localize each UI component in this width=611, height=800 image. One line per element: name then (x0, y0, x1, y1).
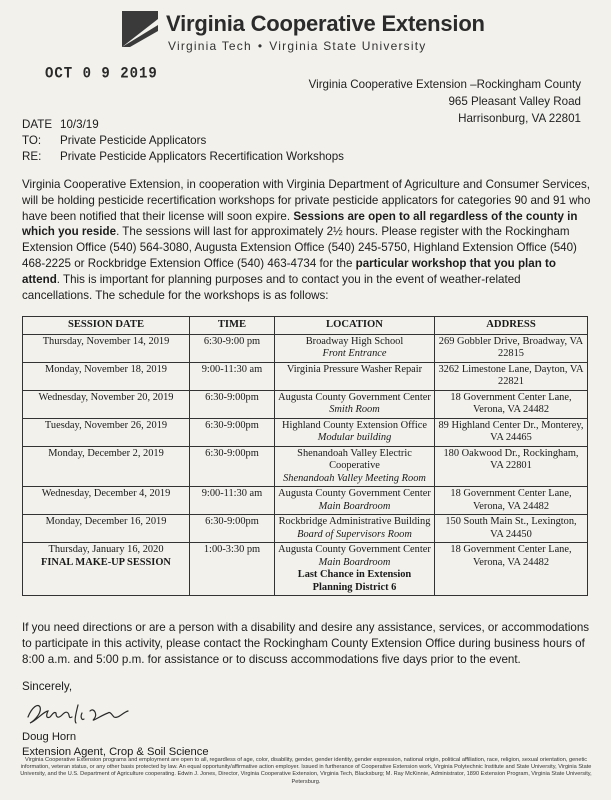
session-date-cell (23, 515, 190, 543)
intro-text: Virginia Cooperative Extension, in cooperation with Virginia Department of Agriculture and Consumer Services, will be holding pesticide recertification workshops for private pesticide applicators for categories 90 and 91 who have been notified that their license will soon expire. (22, 178, 591, 223)
session-time: 6:30-9:00pm (205, 447, 259, 459)
session-time: 9:00-11:30 am (201, 363, 263, 375)
column-header: ADDRESS (435, 317, 588, 335)
universities (168, 39, 426, 53)
org-name: Virginia Cooperative Extension (166, 11, 485, 36)
session-location-cell (275, 487, 435, 515)
session-address: 89 Highland Center Dr., Monterey, VA 24465 (438, 419, 584, 443)
handwritten-signature (24, 697, 134, 731)
session-date: Monday, December 16, 2019 (45, 516, 167, 527)
address-line: Harrisonburg, VA 22801 (458, 112, 581, 125)
table-row (23, 418, 588, 446)
session-address-cell (435, 543, 588, 596)
session-location-cell (275, 446, 435, 487)
table-row (23, 334, 588, 362)
column-header: LOCATION (275, 317, 435, 335)
session-time-cell (190, 390, 275, 418)
session-address: 180 Oakwood Dr., Rockingham, VA 22801 (443, 447, 579, 471)
schedule-table (22, 316, 588, 596)
table-row (23, 390, 588, 418)
separator-dot: • (257, 39, 264, 53)
session-time-cell (190, 543, 275, 596)
session-location-cell (275, 362, 435, 390)
session-address-cell (435, 334, 588, 362)
table-row (23, 446, 588, 487)
signer-name: Doug Horn (22, 731, 77, 743)
session-date-cell (23, 362, 190, 390)
session-time-cell (190, 418, 275, 446)
session-time: 6:30-9:00pm (205, 391, 259, 403)
memo-date-row (22, 117, 344, 133)
intro-text: . This is important for planning purposes and to contact you in the event of weather-related cancellations. The schedule for the workshops is as follows: (22, 272, 521, 302)
memo-re-row (22, 149, 344, 165)
re-label: RE: (22, 150, 42, 163)
session-address: 18 Government Center Lane, Verona, VA 24482 (450, 391, 572, 415)
session-location: Highland County Extension Office (282, 419, 427, 431)
session-time-cell (190, 446, 275, 487)
session-date: Monday, December 2, 2019 (48, 447, 164, 459)
table-row (23, 487, 588, 515)
nondiscrimination-footer: Virginia Cooperative Extension programs and employment are open to all, regardless of age, color, disability, gender, gender identity, gender expression, national origin, political affiliation, race, religion, sexual orientation, genetic information, veteran status, or any other basis protected by law. An equal opportunity/affirmative action employer. Issued in furtherance of Cooperative Extension work, Virginia Polytechnic Institute and State University, Virginia State University, and the U.S. Department of Agriculture cooperating. Edwin J. Jones, Director, Virginia Cooperative Extension, Virginia Tech, Blacksburg; M. Ray McKinnie, Administrator, 1890 Extension Program, Virginia State University, Petersburg. (20, 757, 592, 785)
session-room: Main Boardroom (318, 500, 391, 512)
session-date: Thursday, November 14, 2019 (42, 335, 170, 347)
intro-bold-text: Sessions are open to all regardless of the county in which you reside (22, 209, 578, 239)
session-time-cell (190, 515, 275, 543)
session-location-cell (275, 334, 435, 362)
closing-paragraph: If you need directions or are a person with a disability and desire any assistance, services, or accommodations to participate in this activity, please contact the Rockingham County Extension Office during business hours of 8:00 a.m. and 5:00 p.m. for assistance or to discuss accommodations five days prior to the event. (22, 621, 590, 666)
session-location-cell (275, 390, 435, 418)
re-value: Private Pesticide Applicators Recertification Workshops (60, 150, 344, 163)
session-location: Augusta County Government Center (278, 488, 431, 499)
session-location-cell (275, 418, 435, 446)
session-address-cell (435, 487, 588, 515)
session-address-cell (435, 362, 588, 390)
session-date: Wednesday, November 20, 2019 (38, 391, 174, 403)
session-time: 9:00-11:30 am (201, 488, 263, 499)
session-address: 269 Gobbler Drive, Broadway, VA 22815 (438, 335, 584, 359)
session-address: 3262 Limestone Lane, Dayton, VA 22821 (438, 363, 584, 387)
date-label: DATE (22, 118, 53, 131)
signer-title: Extension Agent, Crop & Soil Science (22, 746, 209, 758)
intro-paragraph (22, 177, 592, 303)
received-date-stamp: OCT 0 9 2019 (45, 64, 158, 84)
session-date-cell (23, 446, 190, 487)
vce-logo-icon (122, 11, 158, 47)
session-time-cell (190, 362, 275, 390)
session-location: Rockbridge Administrative Building (278, 516, 431, 527)
session-note: FINAL MAKE-UP SESSION (41, 556, 171, 568)
session-date: Wednesday, December 4, 2019 (41, 488, 171, 499)
table-header-row (23, 317, 588, 335)
session-address: 18 Government Center Lane, Verona, VA 24482 (450, 544, 572, 568)
session-date-cell (23, 487, 190, 515)
sender-address (309, 76, 581, 127)
date-value: 10/3/19 (60, 118, 99, 131)
session-date-cell (23, 390, 190, 418)
session-location: Augusta County Government Center (278, 544, 431, 555)
intro-bold-text: particular workshop that you plan to attend (22, 256, 556, 286)
address-line: 965 Pleasant Valley Road (448, 95, 581, 108)
sincerely: Sincerely, (22, 680, 73, 693)
session-location-cell (275, 515, 435, 543)
session-address: 18 Government Center Lane, Verona, VA 24482 (450, 488, 572, 512)
to-label: TO: (22, 134, 42, 147)
session-time-cell (190, 334, 275, 362)
session-address-cell (435, 446, 588, 487)
session-date-cell (23, 418, 190, 446)
session-address-cell (435, 515, 588, 543)
session-address-cell (435, 390, 588, 418)
session-address: 150 South Main St., Lexington, VA 24450 (445, 516, 577, 540)
session-room: Shenandoah Valley Meeting Room (283, 472, 426, 484)
session-date: Monday, November 18, 2019 (45, 363, 167, 375)
signer-block (22, 730, 209, 760)
university-virginia-tech: Virginia Tech (168, 39, 252, 53)
session-room: Front Entrance (322, 348, 387, 359)
column-header: SESSION DATE (23, 317, 190, 335)
session-location-cell (275, 543, 435, 596)
session-date-cell (23, 543, 190, 596)
session-room: Board of Supervisors Room (297, 528, 412, 540)
to-value: Private Pesticide Applicators (60, 134, 207, 147)
university-vsu: Virginia State University (269, 39, 427, 53)
session-date-cell (23, 334, 190, 362)
column-header: TIME (190, 317, 275, 335)
memo-to-row (22, 133, 344, 149)
session-location: Shenandoah Valley Electric Cooperative (297, 447, 412, 471)
address-line: Virginia Cooperative Extension –Rockingham County (308, 78, 581, 91)
table-row (23, 362, 588, 390)
session-room: Smith Room (329, 404, 380, 415)
session-time: 6:30-9:00pm (205, 516, 259, 527)
session-room: Modular building (317, 432, 392, 443)
session-date: Thursday, January 16, 2020 (48, 544, 164, 555)
memo-header (22, 117, 344, 165)
session-time: 1:00-3:30 pm (203, 544, 261, 555)
session-location-note: Last Chance in Extension Planning District 6 (297, 569, 412, 593)
session-time-cell (190, 487, 275, 515)
intro-text: . The sessions will last for approximately 2½ hours. Please register with the Rockingham Extension Office (540) 564-3080, Augusta Extension Office (540) 245-5750, Highland Extension Office (540) 468-2225 or Rockbridge Extension Office (540) 463-4734 for the (22, 225, 577, 270)
session-location: Virginia Pressure Washer Repair (286, 363, 423, 375)
session-date: Tuesday, November 26, 2019 (44, 419, 168, 431)
session-address-cell (435, 418, 588, 446)
session-room: Main Boardroom (318, 556, 391, 568)
table-row (23, 515, 588, 543)
session-location: Broadway High School (305, 335, 404, 347)
session-location: Augusta County Government Center (278, 391, 431, 403)
table-row (23, 543, 588, 596)
session-time: 6:30-9:00 pm (203, 335, 261, 347)
session-time: 6:30-9:00pm (205, 419, 259, 431)
